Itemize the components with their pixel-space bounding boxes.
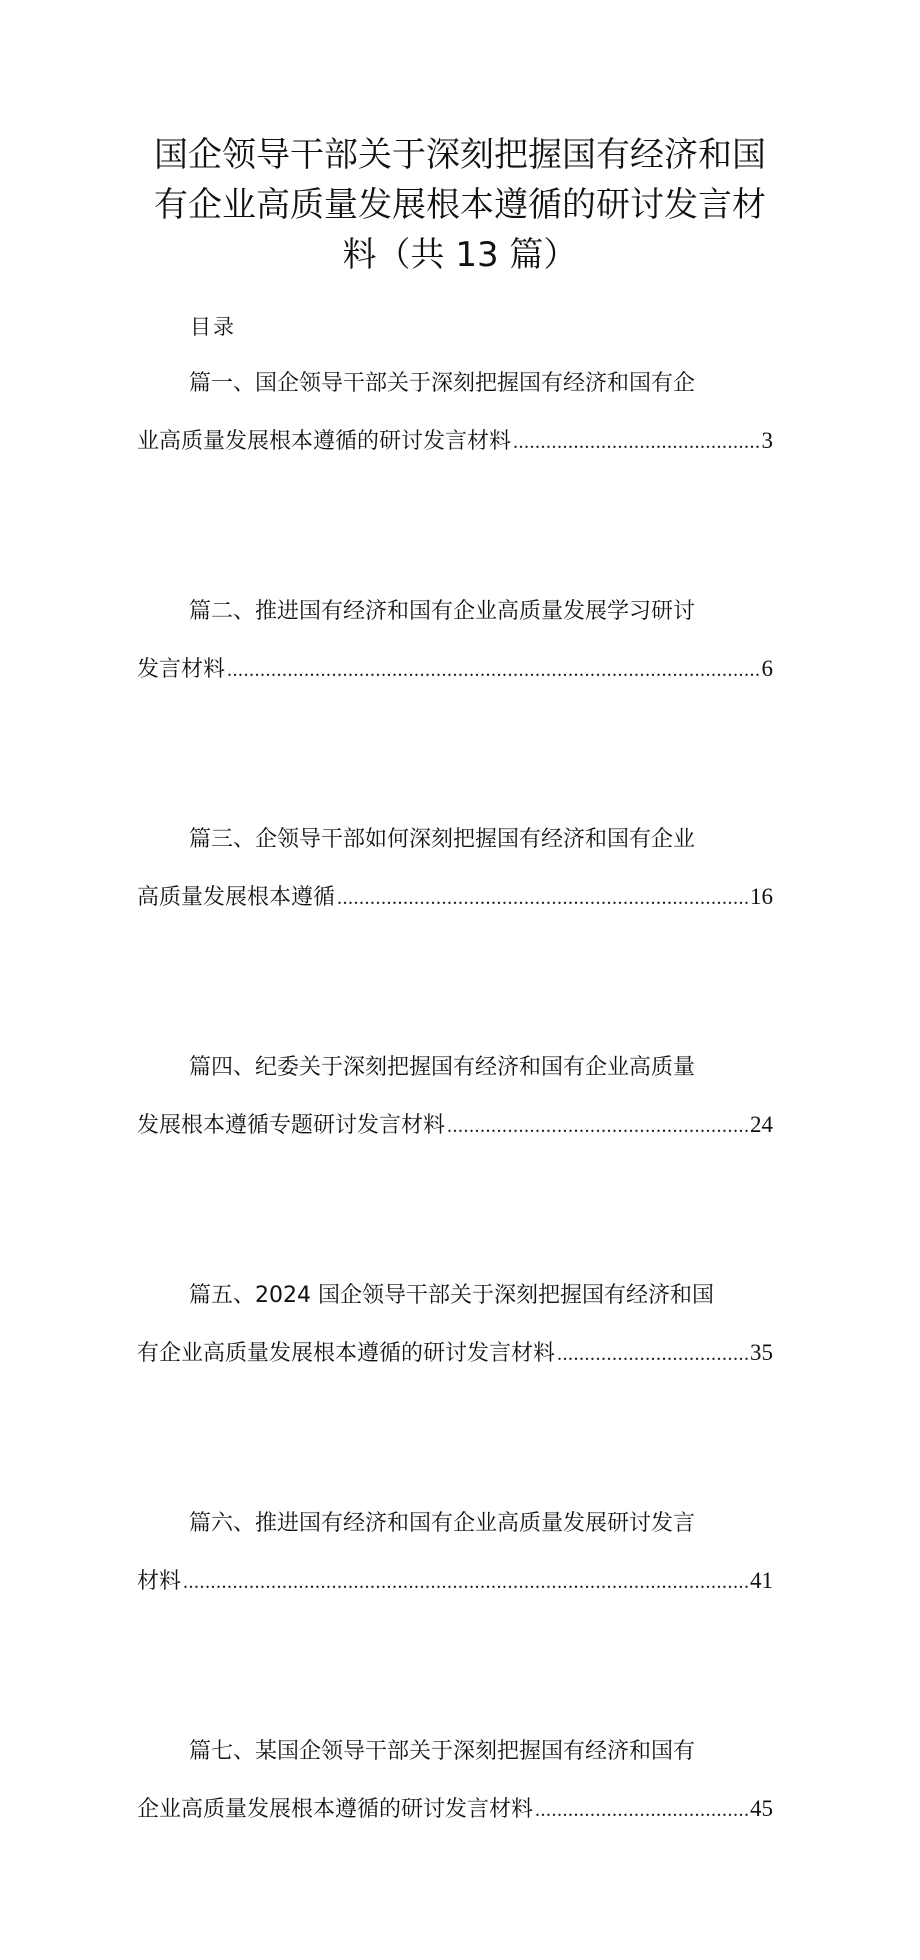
- dot-leader: [227, 650, 759, 690]
- toc-page-number: 16: [750, 884, 773, 909]
- dot-leader: [183, 1562, 748, 1602]
- toc-entry-title: 篇三、企领导干部如何深刻把握国有经济和国有企业: [189, 827, 696, 852]
- toc-entry-title-cont: 高质量发展根本遵循: [137, 885, 336, 910]
- toc-page-number: 35: [750, 1340, 773, 1365]
- dot-leader: [513, 422, 759, 462]
- toc-heading: 目录: [190, 315, 236, 339]
- toc-entry-continuation: [137, 1789, 773, 1829]
- toc-entry-7[interactable]: [137, 1732, 773, 1960]
- dot-leader: [535, 1790, 748, 1830]
- document-title: 国企领导干部关于深刻把握国有经济和国有企业高质量发展根本遵循的研讨发言材料（共 13 篇）: [154, 135, 766, 275]
- toc-entry-2[interactable]: [137, 592, 773, 820]
- toc-entry-1[interactable]: [137, 364, 773, 592]
- toc-entry-title-cont: 业高质量发展根本遵循的研讨发言材料: [137, 429, 512, 454]
- toc-page-number: 3: [761, 428, 773, 453]
- toc-entry-title: 篇二、推进国有经济和国有企业高质量发展学习研讨: [189, 599, 696, 624]
- toc-page-number: 24: [750, 1112, 773, 1137]
- table-of-contents: [137, 364, 773, 1960]
- toc-page-number: 6: [761, 656, 773, 681]
- dot-leader: [337, 878, 748, 918]
- toc-entry-5[interactable]: [137, 1276, 773, 1504]
- toc-entry-continuation: [137, 1333, 773, 1373]
- toc-entry-title: 篇六、推进国有经济和国有企业高质量发展研讨发言: [189, 1511, 696, 1536]
- toc-entry-title-cont: 发展根本遵循专题研讨发言材料: [137, 1113, 446, 1138]
- toc-entry-title: 篇七、某国企领导干部关于深刻把握国有经济和国有: [189, 1739, 696, 1764]
- toc-entry-title: 篇四、纪委关于深刻把握国有经济和国有企业高质量: [189, 1055, 696, 1080]
- toc-entry-title-cont: 材料: [137, 1569, 182, 1594]
- dot-leader: [447, 1106, 748, 1146]
- toc-entry-title-cont: 发言材料: [137, 657, 226, 682]
- toc-entry-continuation: [137, 1105, 773, 1145]
- toc-entry-4[interactable]: [137, 1048, 773, 1276]
- toc-entry-continuation: [137, 1561, 773, 1601]
- toc-entry-3[interactable]: [137, 820, 773, 1048]
- toc-entry-title-cont: 有企业高质量发展根本遵循的研讨发言材料: [137, 1341, 556, 1366]
- toc-entry-title-cont: 企业高质量发展根本遵循的研讨发言材料: [137, 1797, 534, 1822]
- toc-entry-continuation: [137, 649, 773, 689]
- toc-page-number: 41: [750, 1568, 773, 1593]
- toc-entry-continuation: [137, 421, 773, 461]
- toc-entry-title: 篇一、国企领导干部关于深刻把握国有经济和国有企: [189, 371, 696, 396]
- toc-entry-continuation: [137, 877, 773, 917]
- toc-entry-title: 篇五、2024 国企领导干部关于深刻把握国有经济和国: [189, 1283, 714, 1308]
- dot-leader: [557, 1334, 748, 1374]
- toc-page-number: 45: [750, 1796, 773, 1821]
- toc-entry-6[interactable]: [137, 1504, 773, 1732]
